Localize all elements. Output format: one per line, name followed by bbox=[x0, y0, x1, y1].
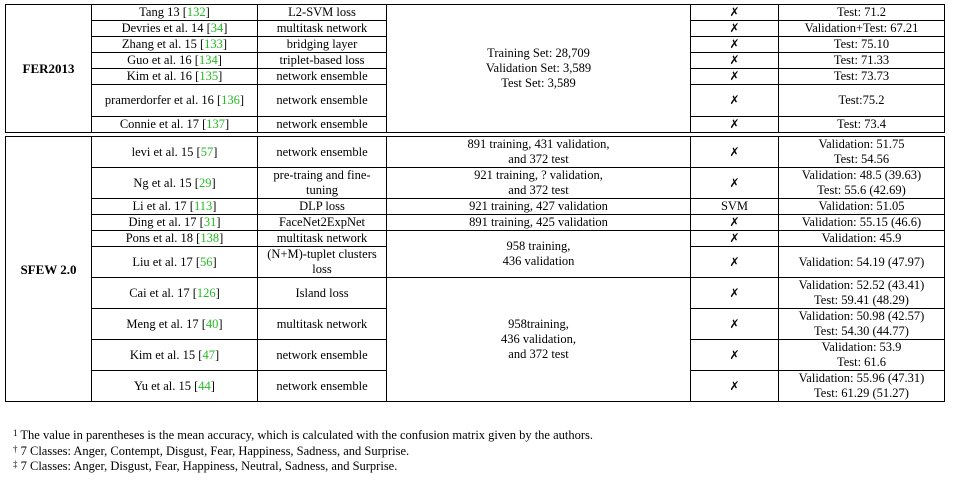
table-row bbox=[6, 231, 945, 247]
extra-cell-text: ✗ bbox=[729, 231, 740, 245]
performance-cell bbox=[779, 37, 945, 53]
footnote bbox=[13, 428, 593, 444]
data-cell-line: and 372 test bbox=[508, 183, 569, 197]
data-cell-line: Test Set: 3,589 bbox=[501, 76, 576, 90]
extra-cell-text: ✗ bbox=[729, 5, 740, 19]
method-cell-text: FaceNet2ExpNet bbox=[278, 215, 366, 229]
extra-cell-text: ✗ bbox=[729, 175, 740, 190]
extra-cell bbox=[691, 278, 779, 309]
extra-cell bbox=[691, 69, 779, 85]
author-cell: Yu et al. 15 [44] bbox=[92, 371, 258, 402]
author-name: Cai et al. 17 [ bbox=[129, 285, 197, 300]
citation-link: 44 bbox=[198, 378, 211, 393]
author-cell: Kim et al. 16 [135] bbox=[92, 69, 258, 85]
performance-cell-line: Test: 54.56 bbox=[833, 152, 890, 166]
footnote-mark: ‡ bbox=[13, 459, 18, 469]
performance-cell-line: Validation: 48.5 (39.63) bbox=[801, 168, 922, 182]
author-cell: pramerdorfer et al. 16 [136] bbox=[92, 85, 258, 117]
citation-link: 132 bbox=[186, 5, 206, 19]
method-cell-text: network ensemble bbox=[276, 378, 368, 393]
performance-cell-line: Validation: 55.96 (47.31) bbox=[798, 371, 925, 385]
author-cell: Zhang et al. 15 [133] bbox=[92, 37, 258, 53]
author-cell: Kim et al. 15 [47] bbox=[92, 340, 258, 371]
extra-cell-text: ✗ bbox=[729, 37, 740, 51]
extra-cell-text: ✗ bbox=[729, 285, 740, 300]
method-cell bbox=[258, 117, 387, 133]
author-cell: Cai et al. 17 [126] bbox=[92, 278, 258, 309]
extra-cell bbox=[691, 5, 779, 21]
performance-cell-line: Validation+Test: 67.21 bbox=[804, 21, 919, 35]
performance-cell bbox=[779, 278, 945, 309]
data-cell-line: 958 training, bbox=[506, 239, 571, 253]
method-cell-text: network ensemble bbox=[276, 144, 368, 159]
footnote bbox=[13, 444, 593, 460]
performance-cell-line: Test: 73.4 bbox=[836, 117, 887, 131]
table-row bbox=[6, 215, 945, 231]
method-cell bbox=[258, 168, 387, 199]
table-row bbox=[6, 278, 945, 309]
method-cell bbox=[258, 5, 387, 21]
method-cell-text: network ensemble bbox=[276, 93, 368, 107]
fer2013-section bbox=[6, 5, 945, 133]
data-cell-line: 958training, bbox=[508, 317, 569, 331]
method-cell-text: network ensemble bbox=[276, 117, 368, 131]
extra-cell-text: ✗ bbox=[729, 215, 740, 229]
table-row bbox=[6, 137, 945, 168]
citation-link: 135 bbox=[199, 69, 219, 83]
extra-cell-text: ✗ bbox=[729, 378, 740, 393]
author-name: Meng et al. 17 [ bbox=[126, 316, 206, 331]
extra-cell-text: ✗ bbox=[729, 21, 740, 35]
author-cell: Ding et al. 17 [31] bbox=[92, 215, 258, 231]
method-cell-text: L2-SVM loss bbox=[288, 5, 356, 19]
method-cell bbox=[258, 199, 387, 215]
performance-cell-line: Test: 59.41 (48.29) bbox=[814, 293, 909, 307]
author-name: Tang 13 [ bbox=[139, 5, 187, 19]
performance-cell-line: Test: 73.73 bbox=[833, 69, 890, 83]
data-cell-line: 891 training, 431 validation, bbox=[467, 137, 610, 151]
performance-cell bbox=[779, 168, 945, 199]
method-cell bbox=[258, 278, 387, 309]
citation-link: 31 bbox=[203, 215, 217, 229]
data-cell-line: Training Set: 28,709 bbox=[487, 46, 590, 60]
method-cell-text: multitask network bbox=[276, 21, 368, 35]
method-cell-text: Island loss bbox=[295, 285, 349, 300]
data-cell-line: Validation Set: 3,589 bbox=[485, 61, 592, 75]
performance-cell bbox=[779, 309, 945, 340]
extra-cell bbox=[691, 231, 779, 247]
author-name: Kim et al. 15 [ bbox=[129, 347, 203, 362]
author-name: Connie et al. 17 [ bbox=[119, 117, 207, 131]
performance-cell-line: Test: 54.30 (44.77) bbox=[814, 324, 909, 338]
method-cell bbox=[258, 21, 387, 37]
citation-link: 34 bbox=[210, 21, 224, 35]
data-cell-line: and 372 test bbox=[508, 347, 569, 361]
data-cell bbox=[387, 278, 691, 402]
performance-cell-line: Test: 55.6 (42.69) bbox=[817, 183, 906, 197]
extra-cell bbox=[691, 247, 779, 278]
footnote-text: The value in parentheses is the mean accuracy, which is calculated with the confusion matrix given by the authors. bbox=[17, 428, 594, 442]
performance-cell-line: Test: 61.6 bbox=[836, 355, 887, 369]
method-cell bbox=[258, 137, 387, 168]
data-cell-line: 436 validation, bbox=[501, 332, 576, 346]
author-cell: Guo et al. 16 [134] bbox=[92, 53, 258, 69]
citation-link: 57 bbox=[200, 144, 214, 159]
method-cell bbox=[258, 247, 387, 278]
performance-cell-line: Test: 61.29 (51.27) bbox=[814, 386, 909, 400]
data-cell bbox=[387, 137, 691, 168]
extra-cell-text: ✗ bbox=[729, 93, 740, 107]
method-cell bbox=[258, 37, 387, 53]
citation-link: 56 bbox=[200, 254, 213, 269]
performance-cell-line: Validation: 55.15 (46.6) bbox=[801, 215, 922, 229]
extra-cell bbox=[691, 21, 779, 37]
performance-cell bbox=[779, 199, 945, 215]
extra-cell bbox=[691, 309, 779, 340]
performance-cell bbox=[779, 69, 945, 85]
dataset-name: FER2013 bbox=[22, 61, 75, 76]
author-cell: Liu et al. 17 [56] bbox=[92, 247, 258, 278]
author-cell: Devries et al. 14 [34] bbox=[92, 21, 258, 37]
extra-cell-text: ✗ bbox=[729, 316, 740, 331]
extra-cell-text: ✗ bbox=[729, 117, 740, 131]
data-cell bbox=[387, 231, 691, 278]
performance-cell bbox=[779, 247, 945, 278]
method-cell bbox=[258, 53, 387, 69]
method-cell bbox=[258, 69, 387, 85]
extra-cell-text: ✗ bbox=[729, 144, 740, 159]
method-cell-text: multitask network bbox=[276, 231, 368, 245]
sfew-section bbox=[6, 137, 945, 402]
method-cell bbox=[258, 85, 387, 117]
dataset-label bbox=[6, 5, 92, 133]
data-cell bbox=[387, 199, 691, 215]
citation-link: 47 bbox=[202, 347, 215, 362]
author-name: Guo et al. 16 [ bbox=[127, 53, 199, 67]
footnote-text: 7 Classes: Anger, Disgust, Fear, Happiness, Neutral, Sadness, and Surprise. bbox=[17, 459, 398, 473]
data-cell bbox=[387, 215, 691, 231]
author-cell: Li et al. 17 [113] bbox=[92, 199, 258, 215]
citation-link: 134 bbox=[198, 53, 218, 67]
method-cell-text: network ensemble bbox=[276, 347, 368, 362]
citation-link: 29 bbox=[198, 175, 212, 190]
extra-cell-text: SVM bbox=[720, 199, 749, 213]
data-cell bbox=[387, 5, 691, 133]
table-row bbox=[6, 168, 945, 199]
method-cell-text: network ensemble bbox=[276, 69, 368, 83]
performance-cell-line: Test: 71.33 bbox=[833, 53, 890, 67]
performance-cell-line: Validation: 51.75 bbox=[818, 137, 905, 151]
performance-cell-line: Validation: 53.9 bbox=[821, 340, 902, 354]
footnote bbox=[13, 459, 593, 475]
performance-cell-line: Validation: 51.05 bbox=[818, 199, 905, 213]
citation-link: 138 bbox=[200, 231, 220, 245]
data-cell-line: 891 training, 425 validation bbox=[469, 215, 608, 229]
table-row bbox=[6, 199, 945, 215]
extra-cell bbox=[691, 85, 779, 117]
citation-link: 113 bbox=[193, 199, 213, 213]
extra-cell-text: ✗ bbox=[729, 347, 740, 362]
author-name: pramerdorfer et al. 16 [ bbox=[104, 93, 222, 107]
data-cell-line: 436 validation bbox=[502, 254, 575, 268]
data-cell-line: and 372 test bbox=[508, 152, 569, 166]
performance-cell-line: Test: 75.10 bbox=[833, 37, 890, 51]
performance-cell-line: Test:75.2 bbox=[838, 93, 885, 107]
method-cell-text: triplet-based loss bbox=[279, 53, 365, 67]
author-cell: Ng et al. 15 [29] bbox=[92, 168, 258, 199]
data-cell bbox=[387, 168, 691, 199]
method-cell-text: multitask network bbox=[276, 316, 368, 331]
method-cell-text: bridging layer bbox=[286, 37, 358, 51]
performance-cell bbox=[779, 21, 945, 37]
performance-cell-line: Validation: 52.52 (43.41) bbox=[798, 278, 925, 292]
performance-cell bbox=[779, 231, 945, 247]
performance-cell bbox=[779, 85, 945, 117]
extra-cell bbox=[691, 53, 779, 69]
data-cell-line: 921 training, 427 validation bbox=[469, 199, 608, 213]
performance-cell-line: Validation: 45.9 bbox=[821, 231, 902, 245]
author-name: Yu et al. 15 [ bbox=[134, 378, 199, 393]
data-cell-line: 921 training, ? validation, bbox=[474, 168, 603, 182]
table-row bbox=[6, 5, 945, 21]
performance-cell bbox=[779, 371, 945, 402]
author-cell: Connie et al. 17 [137] bbox=[92, 117, 258, 133]
performance-cell-line: Validation: 50.98 (42.57) bbox=[798, 309, 925, 323]
extra-cell-text: ✗ bbox=[729, 69, 740, 83]
footnote-text: 7 Classes: Anger, Contempt, Disgust, Fear, Happiness, Sadness, and Surprise. bbox=[17, 443, 410, 458]
citation-link: 136 bbox=[221, 93, 240, 107]
author-name: Devries et al. 14 [ bbox=[121, 21, 211, 35]
extra-cell bbox=[691, 340, 779, 371]
author-name: levi et al. 15 [ bbox=[131, 144, 201, 159]
performance-cell bbox=[779, 340, 945, 371]
extra-cell bbox=[691, 215, 779, 231]
performance-cell-line: Validation: 54.19 (47.97) bbox=[798, 254, 925, 269]
dataset-label bbox=[6, 137, 92, 402]
author-cell: Tang 13 [132] bbox=[92, 5, 258, 21]
method-cell bbox=[258, 215, 387, 231]
extra-cell bbox=[691, 137, 779, 168]
author-cell: levi et al. 15 [57] bbox=[92, 137, 258, 168]
author-name: Kim et al. 16 [ bbox=[126, 69, 200, 83]
author-name: Ng et al. 15 [ bbox=[133, 175, 199, 190]
extra-cell bbox=[691, 117, 779, 133]
dataset-name: SFEW 2.0 bbox=[20, 261, 77, 277]
footnote-mark: † bbox=[13, 443, 18, 454]
method-cell bbox=[258, 231, 387, 247]
performance-cell bbox=[779, 215, 945, 231]
method-cell bbox=[258, 371, 387, 402]
citation-link: 126 bbox=[196, 285, 216, 300]
results-table bbox=[5, 4, 945, 402]
citation-link: 40 bbox=[205, 316, 219, 331]
author-name: Li et al. 17 [ bbox=[132, 199, 194, 213]
footnotes bbox=[13, 428, 593, 475]
extra-cell bbox=[691, 168, 779, 199]
author-name: Ding et al. 17 [ bbox=[128, 215, 204, 229]
performance-cell bbox=[779, 117, 945, 133]
performance-cell bbox=[779, 137, 945, 168]
author-name: Pons et al. 18 [ bbox=[125, 231, 201, 245]
extra-cell bbox=[691, 371, 779, 402]
extra-cell-text: ✗ bbox=[729, 254, 740, 269]
performance-cell bbox=[779, 5, 945, 21]
citation-link: 133 bbox=[204, 37, 223, 51]
extra-cell bbox=[691, 37, 779, 53]
author-cell: Meng et al. 17 [40] bbox=[92, 309, 258, 340]
performance-cell-line: Test: 71.2 bbox=[836, 5, 887, 19]
author-name: Zhang et al. 15 [ bbox=[121, 37, 205, 51]
method-cell bbox=[258, 309, 387, 340]
author-cell: Pons et al. 18 [138] bbox=[92, 231, 258, 247]
extra-cell-text: ✗ bbox=[729, 53, 740, 67]
performance-cell bbox=[779, 53, 945, 69]
citation-link: 137 bbox=[206, 117, 226, 131]
footnote-mark: 1 bbox=[13, 428, 18, 438]
author-name: Liu et al. 17 [ bbox=[132, 254, 201, 269]
extra-cell bbox=[691, 199, 779, 215]
method-cell bbox=[258, 340, 387, 371]
method-cell-text: (N+M)-tuplet clusters loss bbox=[267, 247, 377, 276]
method-cell-text: DLP loss bbox=[299, 199, 345, 213]
method-cell-text: pre-traing and fine-tuning bbox=[273, 168, 371, 197]
